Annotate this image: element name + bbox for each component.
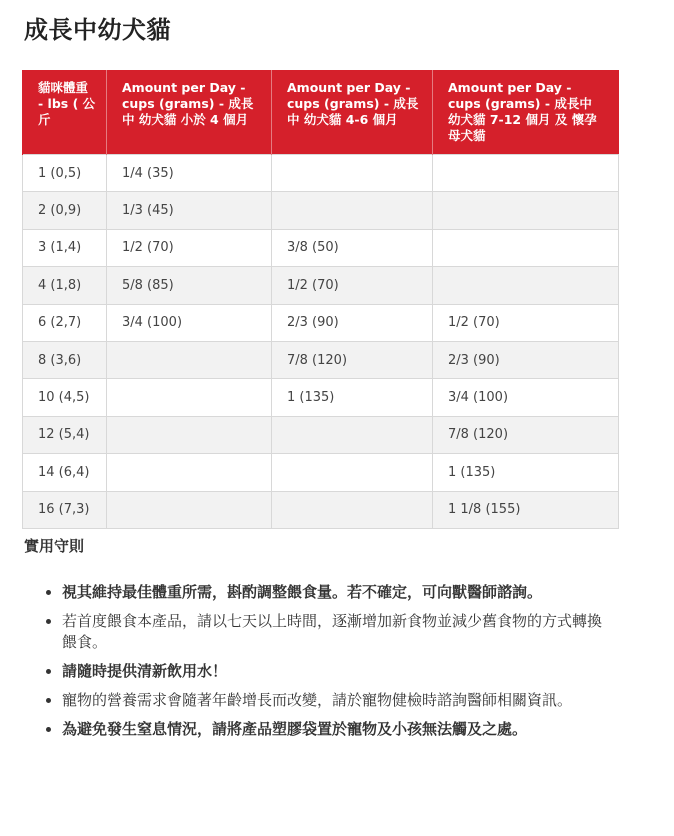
header-4-6-months: Amount per Day - cups (grams) - 成長 中 幼犬貓 4-6 個月 [272, 70, 433, 155]
cell-amount: 1 (135) [433, 454, 619, 491]
list-item: • 若首度餵食本產品，請以七天以上時間，逐漸增加新食物並減少舊食物的方式轉換餵食。 [62, 611, 612, 653]
table-row [23, 229, 619, 266]
cell-weight: 12 (5,4) [23, 416, 107, 453]
cell-amount: 5/8 (85) [107, 267, 272, 304]
table-row [23, 192, 619, 229]
cell-amount [433, 155, 619, 192]
cell-amount: 2/3 (90) [433, 341, 619, 378]
table-row [23, 379, 619, 416]
table-row [23, 341, 619, 378]
cell-amount [272, 155, 433, 192]
table-header-row [23, 70, 619, 155]
cell-amount [272, 416, 433, 453]
cell-weight: 4 (1,8) [23, 267, 107, 304]
cell-amount: 7/8 (120) [433, 416, 619, 453]
cell-weight: 3 (1,4) [23, 229, 107, 266]
cell-weight: 8 (3,6) [23, 341, 107, 378]
table-row [23, 491, 619, 528]
cell-weight: 2 (0,9) [23, 192, 107, 229]
list-item: • 請隨時提供清新飲用水！ [62, 661, 612, 682]
list-item: • 為避免發生窒息情況，請將產品塑膠袋置於寵物及小孩無法觸及之處。 [62, 719, 612, 740]
table-row [23, 267, 619, 304]
guidelines-heading: 實用守則 [24, 537, 85, 555]
cell-amount [272, 454, 433, 491]
cell-amount: 7/8 (120) [272, 341, 433, 378]
cell-amount: 1 1/8 (155) [433, 491, 619, 528]
cell-amount [272, 192, 433, 229]
list-item: • 寵物的營養需求會隨著年齡增長而改變，請於寵物健檢時諮詢醫師相關資訊。 [62, 690, 612, 711]
cell-amount [107, 379, 272, 416]
table-row [23, 155, 619, 192]
header-under-4-months: Amount per Day - cups (grams) - 成長中 幼犬貓 小於 4 個月 [107, 70, 272, 155]
guidelines-list [32, 582, 612, 748]
cell-weight: 14 (6,4) [23, 454, 107, 491]
cell-amount [107, 341, 272, 378]
header-7-12-months-pregnant: Amount per Day - cups (grams) - 成長中 幼犬貓 7-12 個月 及 懷孕母犬貓 [433, 70, 619, 155]
table-row [23, 304, 619, 341]
cell-amount: 1/2 (70) [433, 304, 619, 341]
cell-weight: 10 (4,5) [23, 379, 107, 416]
cell-amount: 3/4 (100) [433, 379, 619, 416]
cell-amount: 1/2 (70) [107, 229, 272, 266]
cell-amount [433, 229, 619, 266]
cell-amount [433, 267, 619, 304]
cell-amount [107, 416, 272, 453]
cell-weight: 16 (7,3) [23, 491, 107, 528]
page-title: 成長中幼犬貓 [24, 16, 171, 44]
cell-amount: 3/4 (100) [107, 304, 272, 341]
cell-amount: 1/4 (35) [107, 155, 272, 192]
cell-amount: 1/3 (45) [107, 192, 272, 229]
cell-amount [107, 454, 272, 491]
cell-amount: 1/2 (70) [272, 267, 433, 304]
cell-amount: 3/8 (50) [272, 229, 433, 266]
feeding-table [22, 70, 619, 529]
header-weight: 貓咪體重 - lbs ( 公斤 [23, 70, 107, 155]
table-row [23, 416, 619, 453]
list-item: • 視其維持最佳體重所需，斟酌調整餵食量。若不確定，可向獸醫師諮詢。 [62, 582, 612, 603]
cell-amount: 2/3 (90) [272, 304, 433, 341]
cell-amount [433, 192, 619, 229]
cell-weight: 1 (0,5) [23, 155, 107, 192]
cell-weight: 6 (2,7) [23, 304, 107, 341]
cell-amount: 1 (135) [272, 379, 433, 416]
table-row [23, 454, 619, 491]
cell-amount [272, 491, 433, 528]
cell-amount [107, 491, 272, 528]
